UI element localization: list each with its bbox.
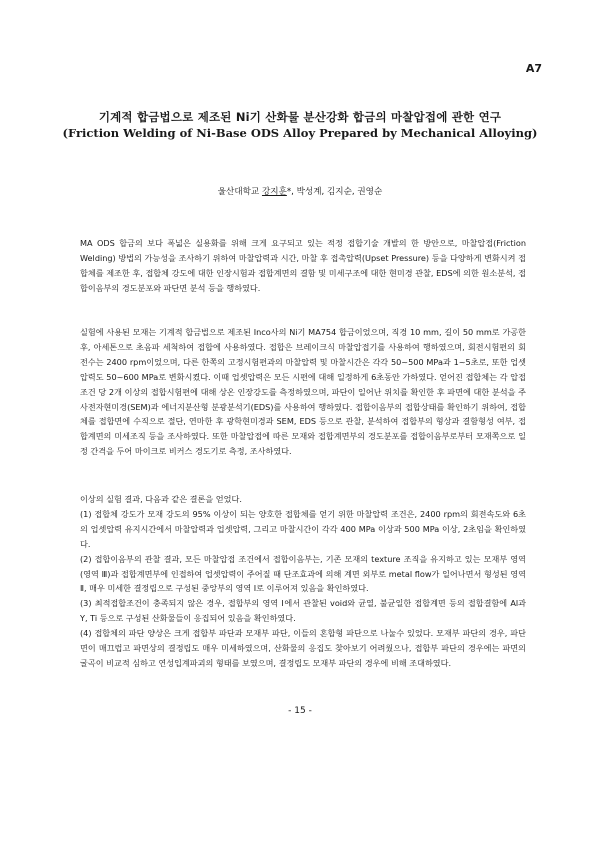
result-item-4: (4) 접합체의 파단 양상은 크게 접합부 파단과 모재부 파단, 이들의 혼합형 파단으로 나눌수 있었다. 모재부 파단의 경우, 파단면이 매끄럽고 파면상의 결정립도 매우 미세하였으며, 산화물의 응집도 찾아보기 어려웠으나, 접합부 파단의 경우에는 파면의 굴곡이 비교적 심하고 연성입계파괴의 형태를 보였으며, 결정립도 모재부 파단의 경우에 비해 조대하였다. — [80, 628, 526, 668]
page-number: - 15 - — [288, 706, 312, 716]
result-item-1: (1) 접합체 강도가 모재 강도의 95% 이상이 되는 양호한 접합체를 얻기 위한 마찰압력 조건은, 2400 rpm의 회전속도와 6초의 업셋압력 유지시간에서 마찰압력과 업셋압력, 그리고 마찰시간이 각각 400 MPa 이상과 500 MPa 이상, 2초임을 확인하였다. — [80, 508, 526, 549]
paragraph-results — [80, 492, 526, 671]
title-english: (Friction Welding of Ni-Base ODS Alloy Prepared by Mechanical Alloying) — [62, 126, 538, 140]
abstract-code: A7 — [525, 62, 542, 75]
paragraph-text: 실험에 사용된 모재는 기계적 합금법으로 제조된 Inco사의 Ni기 MA754 합금이었으며, 직경 10 mm, 길이 50 mm로 가공한 후, 아세톤으로 초음파 세척하여 접합에 사용하였다. 접합은 브레이크식 마찰압접기를 사용하여 행하였으며, 회전시험편의 회전수는 2400 rpm이었으며, 다른 한쪽의 고정시험편과의 마찰압력 및 마찰시간은 각각 50~500 MPa과 1~5초로, 또한 업셋압력도 50~600 MPa로 변화시켰다. 이때 업셋압력은 모든 시편에 대해 일정하게 6초동안 가하였다. 얻어진 접합체는 각 압접조건 당 2개 이상의 접합시험편에 대해 상온 인장강도를 측정하였으며, 파단이 일어난 위치를 확인한 후 파면에 대한 분석을 주사전자현미경(SEM)과 에너지분산형 분광분석기(EDS)를 사용하여 행하였다. 접합이음부의 접합상태를 확인하기 위하여, 접합체를 접합면에 수직으로 절단, 연마한 후 광학현미경과 SEM, EDS 등으로 관찰, 분석하여 접합부의 형상과 결함형성 여부, 접합계면의 미세조직 등을 조사하였다. 또한 마찰압접에 따른 모재와 접합계면부의 경도분포를 접합이음부로부터 모재쪽으로 일정 간격을 두어 마이크로 비커스 경도기로 측정, 조사하였다. — [80, 327, 526, 457]
affiliation: 울산대학교 — [217, 187, 260, 197]
author-line — [0, 185, 600, 197]
paragraph-experiment — [80, 325, 526, 459]
presenting-author: 강지훈 — [261, 187, 287, 197]
title-korean: 기계적 합금법으로 제조된 Ni기 산화물 분산강화 합금의 마찰압접에 관한 연구 — [98, 110, 502, 124]
result-item-2: (2) 접합이음부의 관찰 결과, 모든 마찰압접 조건에서 접합이음부는, 기존 모재의 texture 조직을 유지하고 있는 모재부 영역(영역 Ⅲ)과 접합계면부에 인접하여 업셋압력이 주어질 때 단조효과에 의해 계면 외부로 metal flow가 일어나면서 형성된 영역 Ⅱ, 매우 미세한 결정립으로 구성된 중앙부의 영역 Ⅰ로 이루어져 있음을 확인하였다. — [80, 553, 526, 594]
result-item-3: (3) 최적접합조건이 충족되지 않은 경우, 접합부의 영역 Ⅰ에서 관찰된 void와 균열, 불균일한 접합계면 등의 접합결함에 Al과 Y, Ti 등으로 구성된 산화물들이 응집되어 있음을 확인하였다. — [80, 598, 526, 624]
co-authors: , 박성계, 김지순, 권영순 — [291, 187, 383, 197]
results-intro: 이상의 실험 결과, 다음과 같은 결론을 얻었다. — [80, 494, 242, 504]
paragraph-text: MA ODS 합금의 보다 폭넓은 실용화를 위해 크게 요구되고 있는 적정 접합기술 개발의 한 방안으로, 마찰압접(Friction Welding) 방법의 가능성을 조사하기 위하여 마찰압력과 시간, 마찰 후 접촉압력(Upset Pressure) 등을 다양하게 변화시켜 접합체를 제조한 후, 접합체 강도에 대한 인장시험과 접합계면의 결함 및 미세구조에 대한 현미경 관찰, EDS에 의한 원소분석, 접합이음부의 경도분포와 파단면 분석 등을 행하였다. — [80, 238, 526, 293]
paragraph-purpose — [80, 236, 526, 296]
presenter-mark: * — [286, 187, 292, 197]
